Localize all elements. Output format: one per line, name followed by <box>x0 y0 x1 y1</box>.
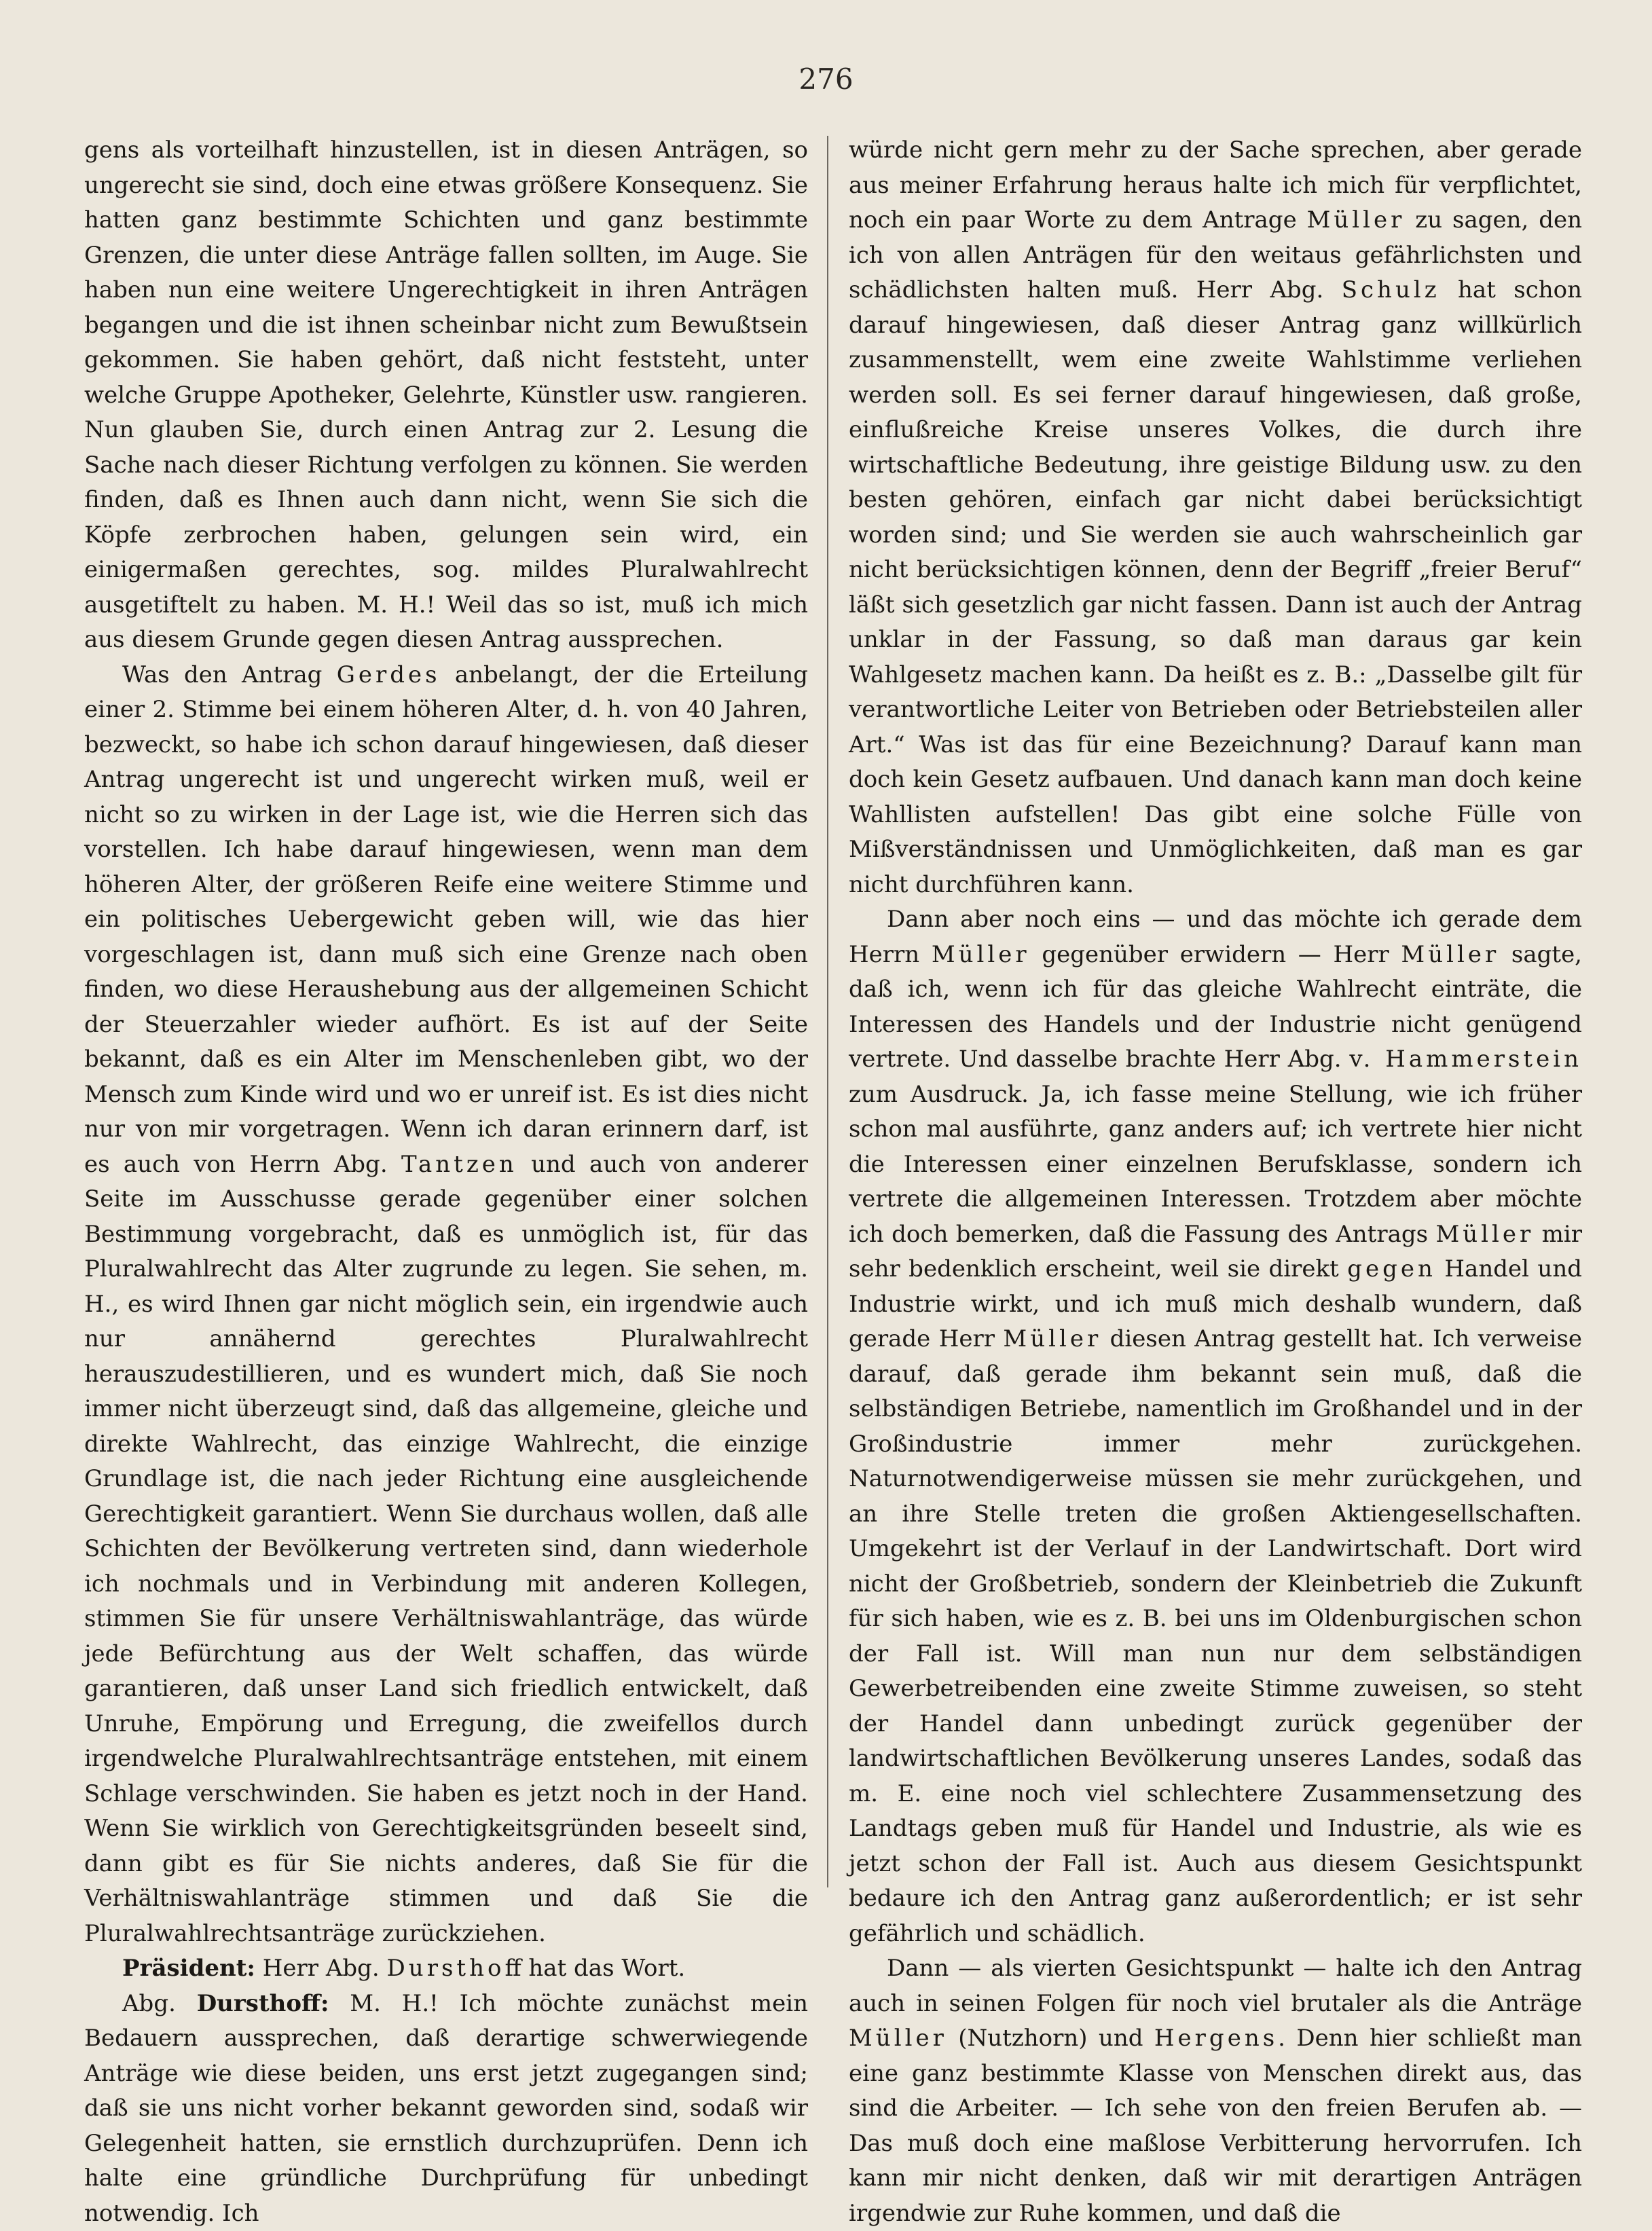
paragraph-p4 <box>84 1987 808 2231</box>
paragraph-p1 <box>84 133 808 658</box>
text-run: (Nutzhorn) und <box>947 2025 1154 2052</box>
text-run: sagte, daß ich, wenn ich für das gleiche Wahlrecht einträte, die Interessen des Handels und der Industrie nicht genügend vertrete. Und dasselbe brachte Herr Abg. <box>849 941 1582 1073</box>
spaced-name: v. Hammerstein <box>1349 1046 1582 1073</box>
text-run: Herr Abg. <box>255 1955 387 1982</box>
paragraph-p3 <box>84 1951 808 1987</box>
text-run: Handel und Industrie wirkt, und ich muß mich deshalb wundern, daß gerade Herr <box>849 1255 1582 1352</box>
spaced-name: Hergens <box>1154 2025 1278 2052</box>
speaker-label: Dursthoff: <box>197 1990 329 2017</box>
text-run: ff hat das Wort. <box>504 1955 685 1982</box>
spaced-name: Durstho <box>387 1955 505 1982</box>
spaced-name: Müller <box>1307 206 1406 234</box>
text-run: gegenüber erwidern — Herr <box>1030 941 1401 968</box>
text-run: Abg. <box>122 1990 197 2017</box>
left-column <box>84 133 808 2143</box>
paragraph-r3 <box>849 1951 1582 2231</box>
spaced-name: Müller <box>1003 1325 1101 1352</box>
text-run: anbelangt, der die Erteilung einer 2. Stimme bei einem höheren Alter, d. h. von 40 Jahren, bezweckt, so habe ich schon darauf hingewiesen, daß dieser Antrag ungerecht ist und ungerecht wirken muß, weil er nicht so zu wirken in der Lage ist, wie die Herren sich das vorstellen. Ich habe darauf hingewiesen, wenn man dem höheren Alter, der größeren Reife eine weitere Stimme und ein politisches Uebergewicht geben will, wie das hier vorgeschlagen ist, dann muß sich eine Grenze nach oben finden, wo diese Heraushebung aus der allgemeinen Schicht der Steuerzahler wieder aufhört. Es ist auf der Seite bekannt, daß es ein Alter im Menschenleben gibt, wo der Mensch zum Kinde wird und wo er unreif ist. Es ist dies nicht nur von mir vorgetragen. Wenn ich daran erinnern darf, ist es auch von Herrn Abg. <box>84 661 808 1178</box>
paragraph-r2 <box>849 902 1582 1951</box>
spaced-name: gegen <box>1347 1255 1436 1283</box>
spaced-name: Müller <box>932 941 1030 968</box>
spaced-name: Müller <box>1401 941 1499 968</box>
text-run: Was den Antrag <box>122 661 337 688</box>
spaced-name: Gerdes <box>337 661 441 688</box>
text-run: würde nicht gern mehr zu der Sache sprechen, aber gerade aus meiner Erfahrung heraus halte ich mich für verpflichtet, noch ein paar Worte zu dem Antrage <box>849 136 1582 234</box>
spaced-name: Tantzen <box>401 1151 517 1178</box>
page-number: 276 <box>0 62 1652 96</box>
text-run: diesen Antrag gestellt hat. Ich verweise darauf, daß gerade ihm bekannt sein muß, daß die selbständigen Betriebe, namentlich im Großhandel und in der Großindustrie immer mehr zurückgehen. Naturnotwendigerweise müssen sie mehr zurückgehen, und an ihre Stelle treten die großen Aktiengesellschaften. Umgekehrt ist der Verlauf in der Landwirtschaft. Dort wird nicht der Großbetrieb, sondern der Kleinbetrieb die Zukunft für sich haben, wie es z. B. bei uns im Oldenburgischen schon der Fall ist. Will man nun nur dem selbständigen Gewerbetreibenden eine zweite Stimme zuweisen, so steht der Handel dann unbedingt zurück gegenüber der landwirtschaftlichen Bevölkerung unseres Landes, sodaß das m. E. eine noch viel schlechtere Zusammensetzung des Landtags geben muß für Handel und Industrie, als wie es jetzt schon der Fall ist. Auch aus diesem Gesichtspunkt bedaure ich den Antrag ganz außerordentlich; er ist sehr gefährlich und schädlich. <box>849 1325 1582 1947</box>
text-run: Dann aber noch eins — und das möchte ich gerade dem Herrn <box>849 906 1582 968</box>
right-column <box>849 133 1582 2143</box>
spaced-name: Müller <box>1435 1221 1534 1248</box>
spaced-name: Schulz <box>1342 276 1440 303</box>
column-divider <box>827 136 828 1887</box>
paragraph-r1 <box>849 133 1582 902</box>
speaker-label: Präsident: <box>122 1955 255 1982</box>
spaced-name: Müller <box>849 2025 947 2052</box>
text-run: M. H.! Ich möchte zunächst mein Bedauern aussprechen, daß derartige schwerwiegende Anträge wie diese beiden, uns erst jetzt zugegangen sind; daß sie uns nicht vorher bekannt geworden sind, sodaß wir Gelegenheit hatten, sie ernstlich durchzuprüfen. Denn ich halte eine gründliche Durchprüfung für unbedingt notwendig. Ich <box>84 1990 808 2227</box>
text-run: . Denn hier schließt man eine ganz bestimmte Klasse von Menschen direkt aus, das sind die Arbeiter. — Ich sehe von den freien Berufen ab. — Das muß doch eine maßlose Verbitterung hervorrufen. Ich kann mir nicht denken, daß wir mit derartigen Anträgen irgendwie zur Ruhe kommen, und daß die <box>849 2025 1582 2227</box>
text-run: zum Ausdruck. Ja, ich fasse meine Stellung, wie ich früher schon mal ausführte, ganz anders auf; ich vertrete hier nicht die Interessen einer einzelnen Berufsklasse, sondern ich vertrete die allgemeinen Interessen. Trotzdem aber möchte ich doch bemerken, daß die Fassung des Antrags <box>849 1081 1582 1248</box>
text-run: und auch von anderer Seite im Ausschusse gerade gegenüber einer solchen Bestimmung vorgebracht, daß es unmöglich ist, für das Pluralwahlrecht das Alter zugrunde zu legen. Sie sehen, m. H., es wird Ihnen gar nicht möglich sein, ein irgendwie auch nur annähernd gerechtes Pluralwahlrecht herauszudestillieren, und es wundert mich, daß Sie noch immer nicht überzeugt sind, daß das allgemeine, gleiche und direkte Wahlrecht, das einzige Wahlrecht, die einzige Grundlage ist, die nach jeder Richtung eine ausgleichende Gerechtigkeit garantiert. Wenn Sie durchaus wollen, daß alle Schichten der Bevölkerung vertreten sind, dann wiederhole ich nochmals und in Verbindung mit anderen Kollegen, stimmen Sie für unsere Verhältniswahlanträge, das würde jede Befürchtung aus der Welt schaffen, das würde garantieren, daß unser Land sich friedlich entwickelt, daß Unruhe, Empörung und Erregung, die zweifellos durch irgendwelche Pluralwahlrechtsanträge entstehen, mit einem Schlage verschwinden. Sie haben es jetzt noch in der Hand. Wenn Sie wirklich von Gerechtigkeitsgründen beseelt sind, dann gibt es für Sie nichts anderes, daß Sie für die Verhältniswahlanträge stimmen und daß Sie die Pluralwahlrechtsanträge zurückziehen. <box>84 1151 808 1947</box>
text-run: Dann — als vierten Gesichtspunkt — halte ich den Antrag auch in seinen Folgen für noch viel brutaler als die Anträge <box>849 1955 1582 2017</box>
text-run: mir sehr bedenklich erscheint, weil sie direkt <box>849 1221 1582 1283</box>
text-run: gens als vorteilhaft hinzustellen, ist in diesen Anträgen, so ungerecht sie sind, doch eine etwas größere Konsequenz. Sie hatten ganz bestimmte Schichten und ganz bestimmte Grenzen, die unter diese Anträge fallen sollten, im Auge. Sie haben nun eine weitere Ungerechtigkeit in ihren Anträgen begangen und die ist ihnen scheinbar nicht zum Bewußtsein gekommen. Sie haben gehört, daß nicht feststeht, unter welche Gruppe Apotheker, Gelehrte, Künstler usw. rangieren. Nun glauben Sie, durch einen Antrag zur 2. Lesung die Sache nach dieser Richtung verfolgen zu können. Sie werden finden, daß es Ihnen auch dann nicht, wenn Sie sich die Köpfe zerbrochen haben, gelungen sein wird, ein einigermaßen gerechtes, sog. mildes Pluralwahlrecht ausgetiftelt zu haben. M. H.! Weil das so ist, muß ich mich aus diesem Grunde gegen diesen Antrag aussprechen. <box>84 136 808 653</box>
text-run: zu sagen, den ich von allen Anträgen für den weitaus gefährlichsten und schädlichsten halten muß. Herr Abg. <box>849 206 1582 303</box>
text-run: hat schon darauf hingewiesen, daß dieser Antrag ganz willkürlich zusammenstellt, wem eine zweite Wahlstimme verliehen werden soll. Es sei ferner darauf hingewiesen, daß große, einflußreiche Kreise unseres Volkes, die durch ihre wirtschaftliche Bedeutung, ihre geistige Bildung usw. zu den besten gehören, einfach gar nicht dabei berücksichtigt worden sind; und Sie werden sie auch wahrscheinlich gar nicht berücksichtigen können, denn der Begriff „freier Beruf“ läßt sich gesetzlich gar nicht fassen. Dann ist auch der Antrag unklar in der Fassung, so daß man daraus gar kein Wahlgesetz machen kann. Da heißt es z. B.: „Dasselbe gilt für verantwortliche Leiter von Betrieben oder Betriebsteilen aller Art.“ Was ist das für eine Bezeichnung? Darauf kann man doch kein Gesetz aufbauen. Und danach kann man doch keine Wahllisten aufstellen! Das gibt eine solche Fülle von Mißverständnissen und Unmöglichkeiten, daß man es gar nicht durchführen kann. <box>849 276 1582 898</box>
paragraph-p2 <box>84 658 808 1952</box>
